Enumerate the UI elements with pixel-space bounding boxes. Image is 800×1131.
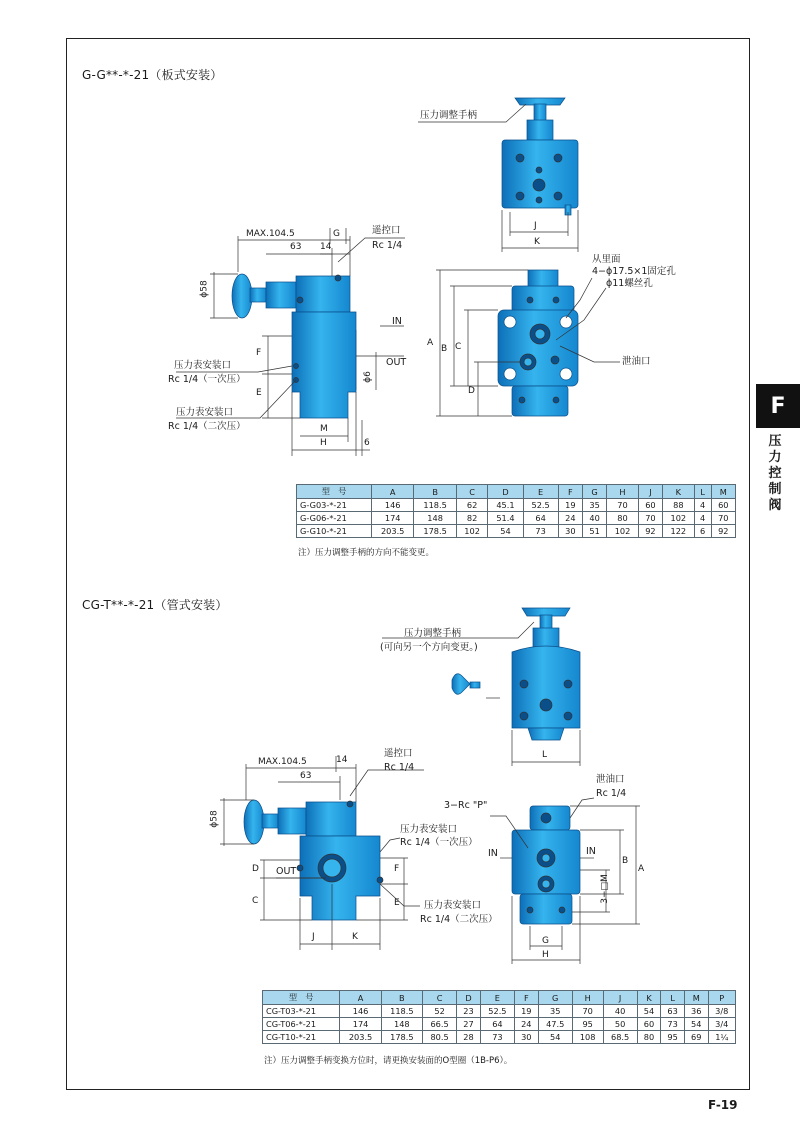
pipe-side-view <box>220 756 424 950</box>
pipe-table-header <box>263 991 736 1005</box>
table-row <box>263 1005 736 1018</box>
plate-remote-size: Rc 1/4 <box>372 240 403 251</box>
pipe-gauge1-label: 压力表安装口 <box>400 824 458 835</box>
table-cell: 70 <box>711 512 735 525</box>
table-cell: 118.5 <box>381 1005 422 1018</box>
table-row <box>263 1031 736 1044</box>
table-cell: 95 <box>661 1031 685 1044</box>
plate-dim-h: H <box>320 438 327 448</box>
plate-handle-label: 压力调整手柄 <box>420 110 478 121</box>
table-cell: CG-T03-*-21 <box>263 1005 340 1018</box>
pipe-dim-g: G <box>542 936 549 946</box>
plate-dim-m: M <box>320 424 328 434</box>
pipe-dim-e: E <box>394 898 400 908</box>
pipe-dim-63: 63 <box>300 771 312 781</box>
table-cell: 146 <box>340 1005 381 1018</box>
plate-dim-c: C <box>455 342 462 352</box>
table-cell: 82 <box>456 512 488 525</box>
table-cell: 40 <box>582 512 606 525</box>
pipe-dim-phi58: ϕ58 <box>209 810 220 828</box>
pipe-in-label-2: IN <box>586 846 596 857</box>
plate-remote-label: 遥控口 <box>372 225 401 236</box>
table-cell: 1¼ <box>708 1031 735 1044</box>
pipe-dim-j: J <box>312 932 315 942</box>
table-cell: 19 <box>515 1005 539 1018</box>
header-cell: L <box>694 485 711 499</box>
table-cell: 19 <box>558 499 582 512</box>
plate-dim-phi58: ϕ58 <box>199 280 210 298</box>
pipe-remote-size: Rc 1/4 <box>384 762 415 773</box>
header-cell: P <box>708 991 735 1005</box>
header-cell: K <box>663 485 695 499</box>
plate-note: 注）压力调整手柄的方向不能变更。 <box>298 548 435 558</box>
table-row <box>297 525 736 538</box>
plate-spec-table <box>296 484 736 538</box>
table-cell: 30 <box>515 1031 539 1044</box>
table-cell: 35 <box>582 499 606 512</box>
plate-out-label: OUT <box>386 357 407 368</box>
plate-dim-k: K <box>534 237 540 247</box>
table-cell: 52 <box>422 1005 456 1018</box>
plate-holes2-label: ϕ11螺丝孔 <box>606 278 653 289</box>
plate-gauge1-label: 压力表安装口 <box>174 360 232 371</box>
table-cell: 102 <box>663 512 695 525</box>
page-number: F-19 <box>708 1098 738 1112</box>
table-cell: 24 <box>515 1018 539 1031</box>
table-cell: 122 <box>663 525 695 538</box>
plate-gauge1-size: Rc 1/4（一次压） <box>168 374 246 385</box>
pipe-bottom-view <box>490 798 640 964</box>
pipe-rcp-label: 3−Rc "P" <box>444 800 488 811</box>
pipe-drain-size: Rc 1/4 <box>596 788 627 799</box>
table-cell: 35 <box>538 1005 572 1018</box>
pipe-gauge2-label: 压力表安装口 <box>424 900 482 911</box>
pipe-drain-label: 泄油口 <box>596 774 625 785</box>
plate-dim-a: A <box>427 338 434 348</box>
table-cell: 51.4 <box>488 512 523 525</box>
table-cell: 54 <box>488 525 523 538</box>
table-cell: 54 <box>637 1005 661 1018</box>
table-cell: 203.5 <box>340 1031 381 1044</box>
table-cell: 174 <box>371 512 413 525</box>
pipe-out-label: OUT <box>276 866 297 877</box>
table-cell: 95 <box>572 1018 603 1031</box>
table-cell: 60 <box>637 1018 661 1031</box>
plate-dim-6: 6 <box>364 438 370 448</box>
table-cell: 68.5 <box>603 1031 637 1044</box>
header-cell: E <box>480 991 514 1005</box>
table-cell: 36 <box>684 1005 708 1018</box>
header-cell: B <box>414 485 456 499</box>
pipe-dim-k: K <box>352 932 358 942</box>
table-cell: 63 <box>661 1005 685 1018</box>
table-cell: 70 <box>638 512 662 525</box>
table-cell: 92 <box>638 525 662 538</box>
table-cell: 54 <box>538 1031 572 1044</box>
pipe-handle-note: (可向另一个方向变更。) <box>380 642 478 653</box>
table-cell: CG-T06-*-21 <box>263 1018 340 1031</box>
header-cell: M <box>684 991 708 1005</box>
header-cell: C <box>422 991 456 1005</box>
table-cell: 4 <box>694 512 711 525</box>
table-cell: 52.5 <box>523 499 558 512</box>
plate-dim-d: D <box>468 386 475 396</box>
pipe-dim-b: B <box>622 856 629 866</box>
header-cell: A <box>340 991 381 1005</box>
plate-mount-view <box>436 270 620 416</box>
table-row <box>297 499 736 512</box>
pipe-spec-table <box>262 990 736 1044</box>
plate-dim-e: E <box>256 388 262 398</box>
table-cell: G-G06-*-21 <box>297 512 372 525</box>
header-cell: K <box>637 991 661 1005</box>
plate-in-label: IN <box>392 316 402 327</box>
table-cell: 66.5 <box>422 1018 456 1031</box>
table-cell: 50 <box>603 1018 637 1031</box>
table-cell: 52.5 <box>480 1005 514 1018</box>
pipe-gauge1-size: Rc 1/4（一次压） <box>400 837 478 848</box>
table-cell: 148 <box>381 1018 422 1031</box>
pipe-dim-f: F <box>394 864 400 874</box>
pipe-dim-3m: 3−□M <box>599 874 610 904</box>
header-cell: B <box>381 991 422 1005</box>
header-cell: H <box>607 485 639 499</box>
plate-dim-max: MAX.104.5 <box>246 229 295 239</box>
plate-dim-g: G <box>333 229 340 239</box>
table-cell: 47.5 <box>538 1018 572 1031</box>
table-cell: G-G10-*-21 <box>297 525 372 538</box>
pipe-remote-label: 遥控口 <box>384 748 413 759</box>
table-cell: 30 <box>558 525 582 538</box>
table-cell: 62 <box>456 499 488 512</box>
table-cell: 73 <box>523 525 558 538</box>
table-cell: 28 <box>457 1031 481 1044</box>
table-cell: G-G03-*-21 <box>297 499 372 512</box>
plate-dim-j: J <box>534 221 537 231</box>
table-cell: 70 <box>572 1005 603 1018</box>
table-cell: CG-T10-*-21 <box>263 1031 340 1044</box>
header-cell: M <box>711 485 735 499</box>
table-cell: 88 <box>663 499 695 512</box>
pipe-dim-h: H <box>542 950 549 960</box>
table-cell: 27 <box>457 1018 481 1031</box>
header-cell: H <box>572 991 603 1005</box>
header-cell: D <box>488 485 523 499</box>
plate-section-title: G-G**-*-21（板式安装） <box>82 68 223 82</box>
table-cell: 70 <box>607 499 639 512</box>
plate-gauge2-label: 压力表安装口 <box>176 407 234 418</box>
header-cell: G <box>582 485 606 499</box>
table-cell: 118.5 <box>414 499 456 512</box>
header-cell: L <box>661 991 685 1005</box>
header-cell: D <box>457 991 481 1005</box>
plate-dim-phi6: ϕ6 <box>362 371 373 383</box>
plate-gauge2-size: Rc 1/4（二次压） <box>168 421 246 432</box>
pipe-dim-max: MAX.104.5 <box>258 757 307 767</box>
table-cell: 203.5 <box>371 525 413 538</box>
table-cell: 4 <box>694 499 711 512</box>
header-cell: C <box>456 485 488 499</box>
table-cell: 24 <box>558 512 582 525</box>
plate-drain-label: 泄油口 <box>622 356 651 367</box>
pipe-dim-d: D <box>252 864 259 874</box>
table-cell: 64 <box>523 512 558 525</box>
section-tab-letter: F <box>756 384 800 428</box>
table-cell: 60 <box>638 499 662 512</box>
plate-table-header <box>297 485 736 499</box>
header-cell: E <box>523 485 558 499</box>
header-cell: 型 号 <box>297 485 372 499</box>
table-cell: 73 <box>661 1018 685 1031</box>
plate-dim-b: B <box>441 344 448 354</box>
pipe-note: 注）压力调整手柄变换方位时，请更换安装面的O型圈（1B-P6）。 <box>264 1056 513 1066</box>
plate-dim-14: 14 <box>320 242 332 252</box>
table-cell: 73 <box>480 1031 514 1044</box>
table-cell: 3/8 <box>708 1005 735 1018</box>
pipe-gauge2-size: Rc 1/4（二次压） <box>420 914 498 925</box>
table-cell: 40 <box>603 1005 637 1018</box>
table-cell: 108 <box>572 1031 603 1044</box>
table-cell: 148 <box>414 512 456 525</box>
header-cell: G <box>538 991 572 1005</box>
table-cell: 6 <box>694 525 711 538</box>
table-row <box>263 1018 736 1031</box>
table-cell: 54 <box>684 1018 708 1031</box>
plate-back-label: 从里面 <box>592 254 621 265</box>
header-cell: F <box>515 991 539 1005</box>
header-cell: J <box>603 991 637 1005</box>
header-cell: F <box>558 485 582 499</box>
pipe-in-label: IN <box>488 848 498 859</box>
table-cell: 3/4 <box>708 1018 735 1031</box>
pipe-dim-a: A <box>638 864 645 874</box>
table-cell: 51 <box>582 525 606 538</box>
plate-holes1-label: 4−ϕ17.5×1固定孔 <box>592 266 676 277</box>
table-cell: 174 <box>340 1018 381 1031</box>
header-cell: A <box>371 485 413 499</box>
plate-dim-63: 63 <box>290 242 302 252</box>
pipe-section-title: CG-T**-*-21（管式安装） <box>82 598 228 612</box>
pipe-dim-l: L <box>542 750 548 760</box>
table-cell: 146 <box>371 499 413 512</box>
plate-dim-f: F <box>256 348 262 358</box>
pipe-dim-14: 14 <box>336 755 348 765</box>
section-tab-text: 压力控制阀 <box>768 434 782 513</box>
table-cell: 80.5 <box>422 1031 456 1044</box>
pipe-handle-label: 压力调整手柄 <box>404 628 462 639</box>
header-cell: J <box>638 485 662 499</box>
header-cell: 型 号 <box>263 991 340 1005</box>
table-cell: 80 <box>637 1031 661 1044</box>
table-cell: 102 <box>607 525 639 538</box>
table-cell: 45.1 <box>488 499 523 512</box>
table-cell: 80 <box>607 512 639 525</box>
table-cell: 64 <box>480 1018 514 1031</box>
table-cell: 178.5 <box>381 1031 422 1044</box>
pipe-dim-c: C <box>252 896 259 906</box>
table-row <box>297 512 736 525</box>
table-cell: 60 <box>711 499 735 512</box>
table-cell: 102 <box>456 525 488 538</box>
table-cell: 69 <box>684 1031 708 1044</box>
table-cell: 92 <box>711 525 735 538</box>
table-cell: 178.5 <box>414 525 456 538</box>
table-cell: 23 <box>457 1005 481 1018</box>
